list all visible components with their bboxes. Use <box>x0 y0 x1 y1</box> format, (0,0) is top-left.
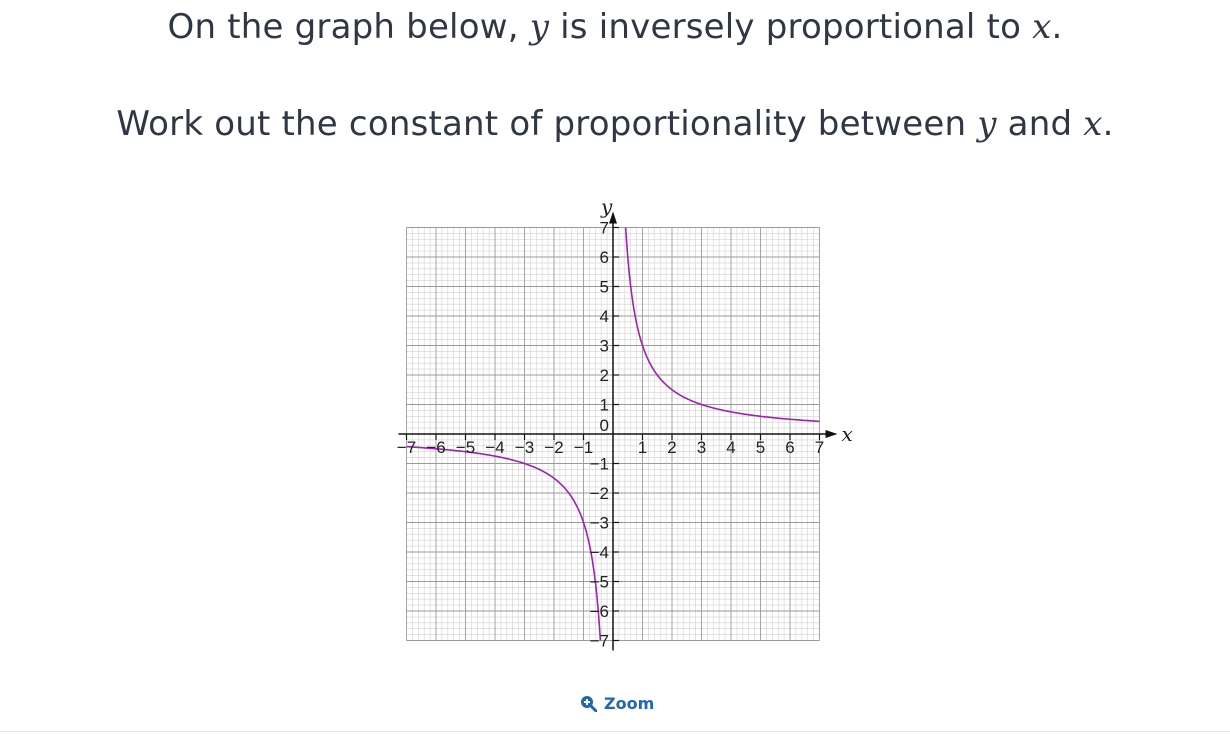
y-tick-label: 1 <box>599 395 609 415</box>
origin-label: 0 <box>599 416 609 435</box>
zoom-label: Zoom <box>604 694 655 713</box>
y-tick-label: −6 <box>589 602 609 621</box>
x-tick-label: 1 <box>637 438 648 457</box>
question-text: is inversely proportional to <box>549 7 1033 47</box>
y-tick-label: −5 <box>589 572 609 592</box>
x-tick-label: −4 <box>485 438 505 457</box>
question-text: and <box>996 104 1084 144</box>
question-text: Work out the constant of proportionality between <box>116 104 978 144</box>
question-text: . <box>1102 104 1114 144</box>
y-tick-label: 3 <box>599 336 609 356</box>
x-axis-arrow <box>826 430 838 438</box>
x-tick-label: −3 <box>514 438 535 457</box>
y-tick-label: 5 <box>599 277 609 297</box>
x-tick-label: 7 <box>814 438 825 457</box>
y-tick-label: 7 <box>599 218 609 238</box>
question-text: On the graph below, <box>167 7 530 47</box>
x-axis-label: x <box>841 422 853 446</box>
y-tick-label: −1 <box>589 454 609 474</box>
x-tick-label: 3 <box>696 438 707 457</box>
variable-x: x <box>1032 7 1052 47</box>
x-tick-label: −2 <box>544 438 564 457</box>
y-tick-label: 4 <box>599 307 609 326</box>
x-tick-label: −7 <box>396 438 417 457</box>
zoom-in-icon <box>580 695 597 712</box>
y-tick-label: 6 <box>599 248 609 267</box>
question-line-1 <box>0 7 1230 47</box>
x-tick-label: −6 <box>426 438 446 457</box>
variable-y: y <box>529 7 550 47</box>
y-axis-label: y <box>601 194 613 219</box>
y-tick-label: −7 <box>589 631 609 651</box>
zoom-button[interactable] <box>580 694 654 713</box>
x-tick-label: 5 <box>755 438 766 457</box>
x-tick-label: 2 <box>667 438 677 457</box>
question-text: . <box>1051 7 1063 47</box>
x-tick-label: −1 <box>573 438 594 457</box>
y-tick-label: −4 <box>589 543 609 562</box>
y-tick-label: 2 <box>599 366 609 385</box>
axes <box>396 212 838 651</box>
x-tick-label: −5 <box>455 438 476 457</box>
question-line-2 <box>0 104 1230 144</box>
y-tick-label: −2 <box>589 484 609 503</box>
variable-y: y <box>977 104 997 144</box>
inverse-proportion-graph <box>388 186 858 656</box>
divider <box>0 731 1230 732</box>
x-tick-label: 4 <box>726 438 736 457</box>
x-tick-label: 6 <box>785 438 795 457</box>
y-tick-label: −3 <box>589 513 609 533</box>
variable-x: x <box>1083 104 1103 144</box>
